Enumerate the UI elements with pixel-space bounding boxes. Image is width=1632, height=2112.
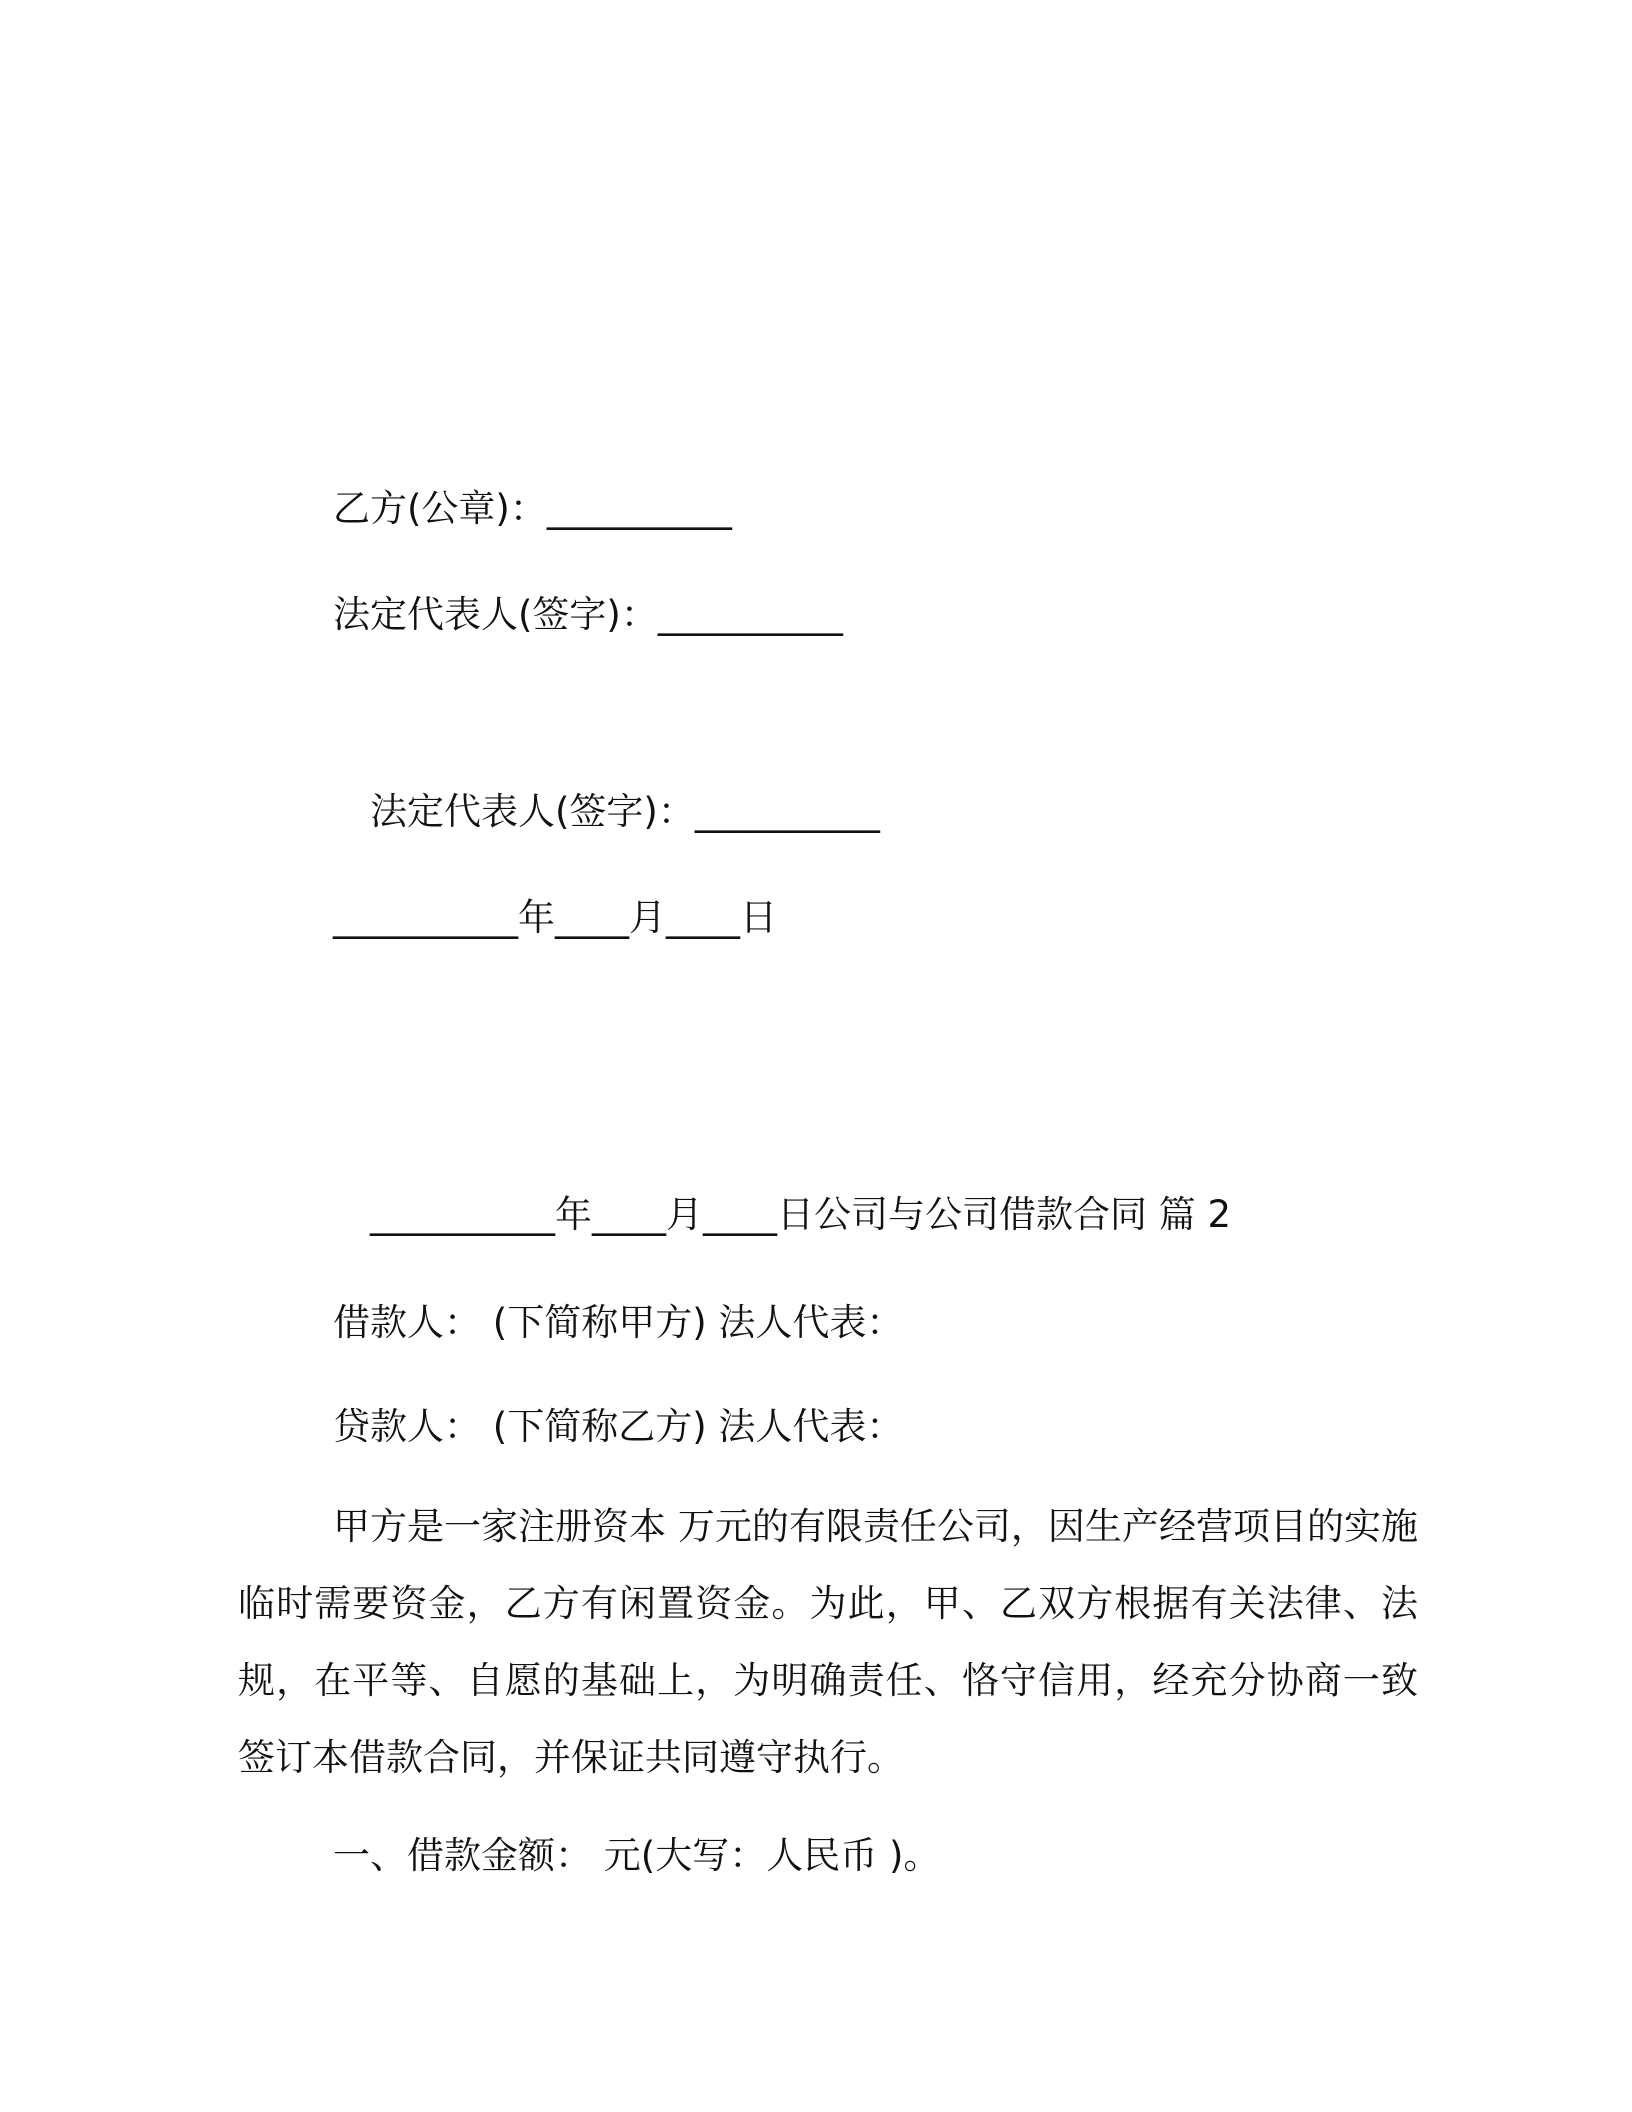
clause-1-loan-amount: 一、借款金额： 元(大写：人民币 )。 [333,1834,941,1877]
borrower-line: 借款人： (下简称甲方) 法人代表： [333,1301,904,1344]
contract-title: __________年____月____日公司与公司借款合同 篇 2 [370,1193,1232,1236]
party-b-seal-line: 乙方(公章)：__________ [333,487,732,530]
lender-line: 贷款人： (下简称乙方) 法人代表： [333,1405,904,1448]
signature-date-line: __________年____月____日 [333,896,777,939]
intro-paragraph: 甲方是一家注册资本 万元的有限责任公司，因生产经营项目的实施临时需要资金，乙方有闲置资金。为此，甲、乙双方根据有关法律、法规，在平等、自愿的基础上，为明确责任、恪守信用，经充分协商一致签订本借款合同，并保证共同遵守执行。 [238,1505,1418,1779]
legal-rep-signature-line-2: 法定代表人(签字)：__________ [370,790,880,833]
legal-rep-signature-line: 法定代表人(签字)：__________ [333,593,843,636]
